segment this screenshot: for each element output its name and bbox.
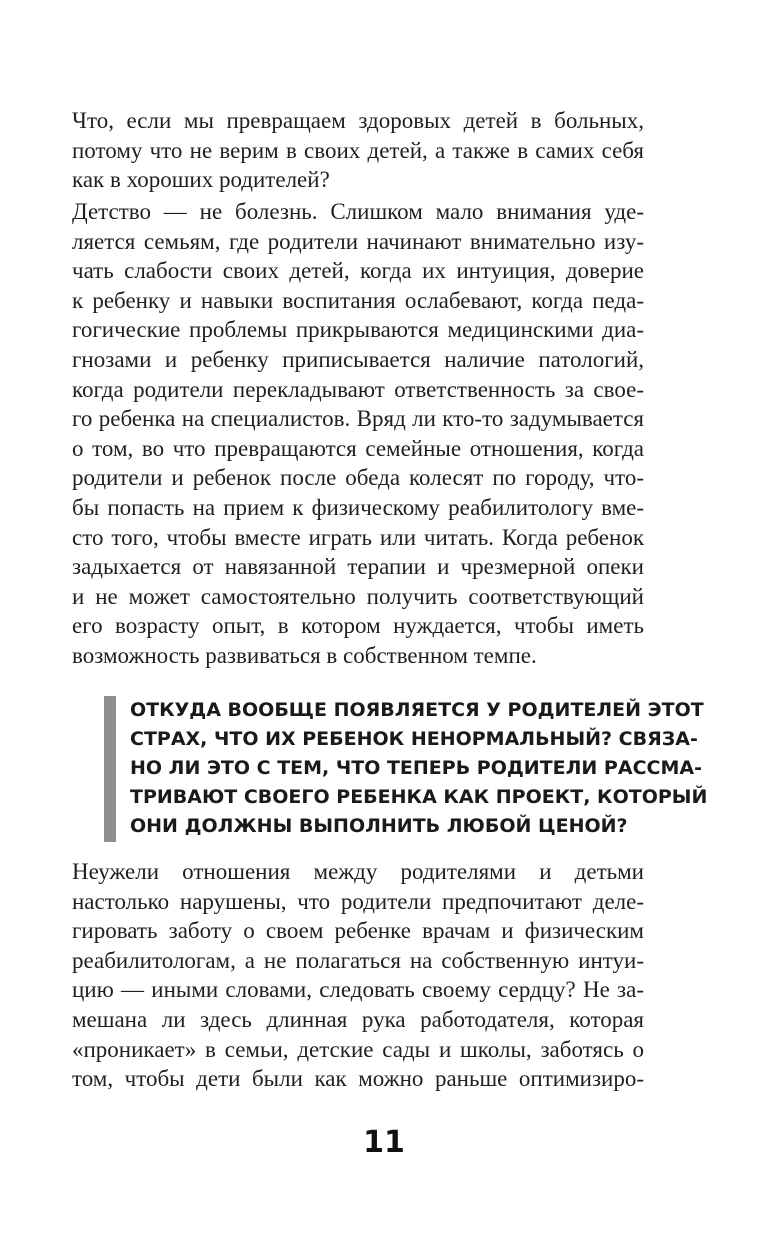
text-line: том, чтобы дети были как можно раньше оптимизиро- (72, 1066, 644, 1092)
paragraph-1 (72, 106, 644, 195)
paragraph-3 (72, 857, 644, 1094)
text-line: «проникает» в семьи, детские сады и школы, заботясь о (72, 1036, 644, 1062)
pull-quote-line: ТРИВАЮТ СВОЕГО РЕБЕНКА КАК ПРОЕКТ, КОТОРЫЙ (130, 786, 708, 808)
text-line: как в хороших родителей? (72, 167, 330, 193)
pull-quote-bar (104, 696, 116, 842)
text-line: гогические проблемы прикрываются медицинскими диа- (72, 317, 644, 343)
text-line: к ребенку и навыки воспитания ослабевают, когда педа- (72, 287, 644, 313)
text-line: и не может самостоятельно получить соответствующий (72, 583, 644, 609)
text-line: чать слабости своих детей, когда их интуиция, доверие (72, 258, 644, 284)
pull-quote-line: ОНИ ДОЛЖНЫ ВЫПОЛНИТЬ ЛЮБОЙ ЦЕНОЙ? (130, 815, 628, 837)
text-line: настолько нарушены, что родители предпочитают деле- (72, 888, 644, 914)
text-line: когда родители перекладывают ответственность за свое- (72, 376, 644, 402)
pull-quote-line: СТРАХ, ЧТО ИХ РЕБЕНОК НЕНОРМАЛЬНЫЙ? СВЯЗА- (130, 728, 698, 750)
text-line: его возрасту опыт, в котором нуждается, чтобы иметь (72, 613, 644, 639)
text-line: Что, если мы превращаем здоровых детей в больных, (72, 108, 644, 133)
text-line: потому что не верим в своих детей, а также в самих себя (72, 137, 644, 163)
text-line: го ребенка на специалистов. Вряд ли кто-то задумывается (72, 406, 644, 432)
page-number: 11 (363, 1125, 405, 1160)
text-line: сто того, чтобы вместе играть или читать. Когда ребенок (72, 524, 644, 550)
pull-quote (104, 696, 708, 842)
text-line: Детство — не болезнь. Слишком мало внимания уде- (72, 199, 644, 224)
text-line: цию — иными словами, следовать своему сердцу? Не за- (72, 977, 644, 1003)
text-line: возможность развиваться в собственном темпе. (72, 642, 537, 668)
pull-quote-line: НО ЛИ ЭТО С ТЕМ, ЧТО ТЕПЕРЬ РОДИТЕЛИ РАССМА- (130, 757, 702, 779)
text-line: родители и ребенок после обеда колесят по городу, что- (72, 465, 644, 491)
text-line: Неужели отношения между родителями и детьми (72, 859, 644, 884)
text-line: гнозами и ребенку приписывается наличие патологий, (72, 346, 644, 372)
pull-quote-text (130, 696, 708, 841)
text-line: задыхается от навязанной терапии и чрезмерной опеки (72, 554, 644, 580)
text-line: ляется семьям, где родители начинают внимательно изу- (72, 228, 644, 254)
text-line: бы попасть на прием к физическому реабилитологу вме- (72, 494, 644, 520)
text-line: гировать заботу о своем ребенке врачам и физическим (72, 918, 644, 944)
paragraph-2 (72, 197, 644, 671)
text-line: мешана ли здесь длинная рука работодателя, которая (72, 1006, 644, 1032)
text-line: о том, во что превращаются семейные отношения, когда (72, 435, 644, 461)
text-line: реабилитологам, а не полагаться на собственную интуи- (72, 947, 644, 973)
pull-quote-line: ОТКУДА ВООБЩЕ ПОЯВЛЯЕТСЯ У РОДИТЕЛЕЙ ЭТОТ (130, 699, 704, 721)
